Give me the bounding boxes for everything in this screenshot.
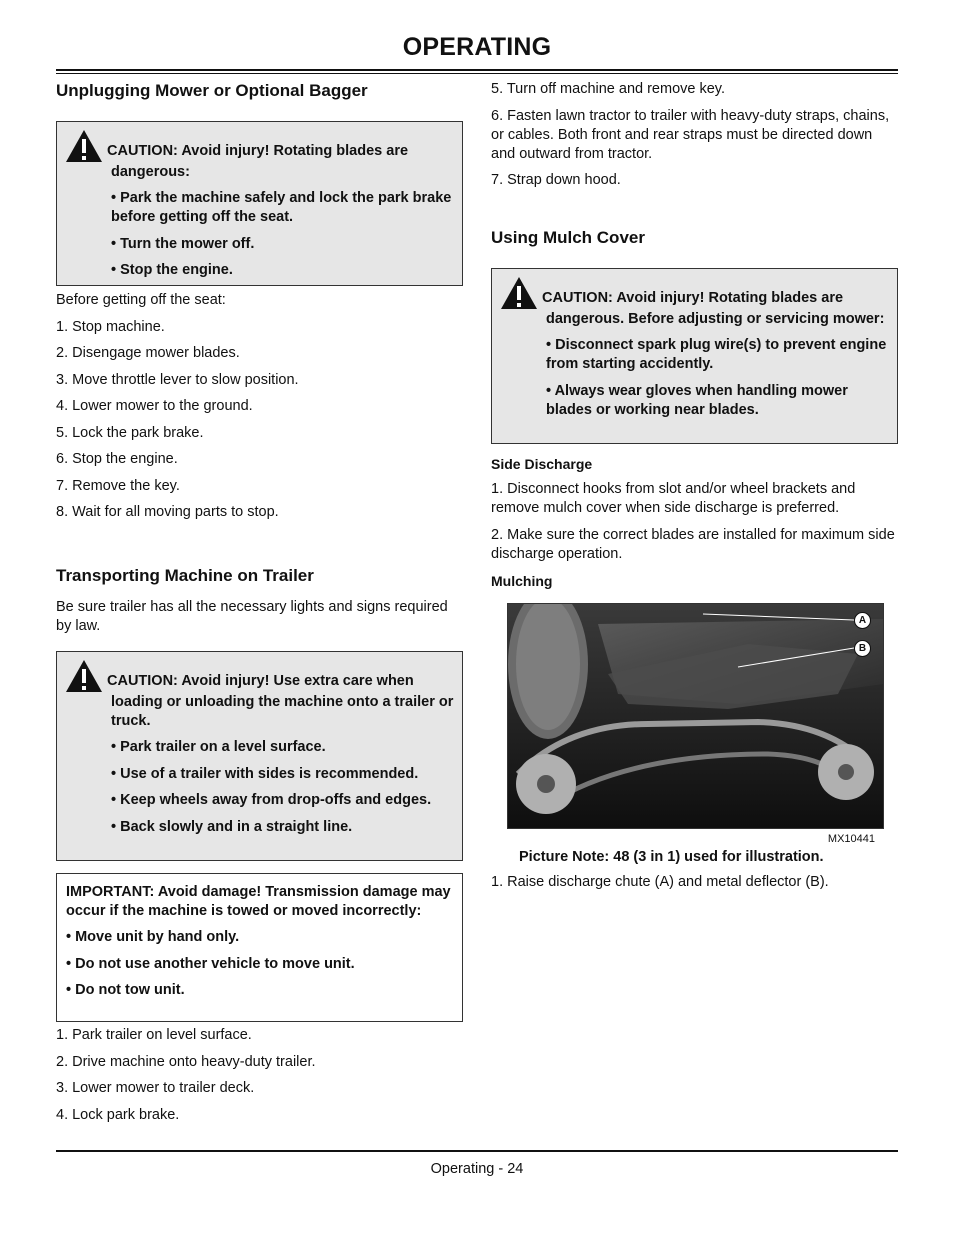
list-item: 8. Wait for all moving parts to stop. <box>56 504 279 520</box>
caution-text-line1: CAUTION: Avoid injury! Rotating blades are <box>542 290 844 306</box>
list-item: 4. Lower mower to the ground. <box>56 398 253 414</box>
subheading-side-discharge: Side Discharge <box>491 456 593 472</box>
warning-triangle-icon <box>500 276 538 310</box>
section-heading-transporting: Transporting Machine on Trailer <box>56 566 314 585</box>
list-item: • Do not use another vehicle to move unit. <box>66 955 355 972</box>
caution-bullets <box>500 336 889 420</box>
important-bullets <box>66 928 454 1000</box>
important-box <box>56 873 463 1022</box>
header-rule-thin <box>56 73 898 74</box>
list-item: 1. Park trailer on level surface. <box>56 1027 252 1043</box>
caution-bullets <box>65 189 454 280</box>
list-item: 2. Disengage mower blades. <box>56 345 240 361</box>
warning-triangle-icon <box>65 659 103 693</box>
callout-a: A <box>854 612 871 629</box>
list-item: 7. Remove the key. <box>56 477 180 494</box>
caution-box-transporting <box>56 651 463 861</box>
list-item: • Back slowly and in a straight line. <box>111 818 353 835</box>
list-item: 6. Fasten lawn tractor to trailer with heavy-duty straps, chains, or cables. Both front and rear straps must be directed down and outward from tractor. <box>491 107 890 162</box>
steps-list-mulching <box>491 873 898 892</box>
steps-list-unplugging <box>56 318 463 523</box>
list-item: • Disconnect spark plug wire(s) to prevent engine from starting accidently. <box>546 337 887 372</box>
caution-box-mulch <box>491 268 898 444</box>
callout-b: B <box>854 640 871 657</box>
list-item: 5. Lock the park brake. <box>56 424 204 441</box>
list-item: • Do not tow unit. <box>66 982 185 998</box>
steps-list-transporting-cont <box>491 80 898 190</box>
right-column <box>491 80 898 899</box>
list-item: • Use of a trailer with sides is recommended. <box>111 765 419 782</box>
list-item: • Move unit by hand only. <box>66 929 240 945</box>
list-item: 1. Disconnect hooks from slot and/or wheel brackets and remove mulch cover when side discharge is preferred. <box>491 481 856 516</box>
list-item: • Keep wheels away from drop-offs and edges. <box>111 792 432 808</box>
subheading-mulching: Mulching <box>491 572 553 589</box>
mulch-cover-photo <box>507 603 884 829</box>
picture-note: Picture Note: 48 (3 in 1) used for illustration. <box>519 848 824 865</box>
paragraph: Before getting off the seat: <box>56 292 226 308</box>
caution-text-line1: CAUTION: Avoid injury! Rotating blades are <box>107 143 409 159</box>
page-footer: Operating - 24 <box>430 1161 524 1177</box>
caution-bullets <box>65 738 454 837</box>
footer-rule <box>56 1150 898 1152</box>
caution-text-line2: dangerous: <box>111 164 190 180</box>
list-item: • Stop the engine. <box>111 262 233 278</box>
left-column <box>56 80 463 1132</box>
header-rule <box>56 69 898 71</box>
caution-box-unplugging <box>56 121 463 286</box>
list-item: 6. Stop the engine. <box>56 451 178 467</box>
list-item: • Turn the mower off. <box>111 235 255 252</box>
caution-text-line2: loading or unloading the machine onto a trailer or truck. <box>111 694 454 729</box>
paragraph: Be sure trailer has all the necessary lights and signs required by law. <box>56 599 448 634</box>
section-heading-unplugging: Unplugging Mower or Optional Bagger <box>56 81 368 100</box>
list-item: • Park the machine safely and lock the park brake before getting off the seat. <box>111 190 452 225</box>
mower-deck-illustration <box>508 604 883 828</box>
caution-text-line1: CAUTION: Avoid injury! Use extra care when <box>107 673 414 689</box>
warning-triangle-icon <box>65 129 103 163</box>
list-item: • Park trailer on a level surface. <box>111 739 326 755</box>
list-item: • Always wear gloves when handling mower blades or working near blades. <box>546 382 848 418</box>
list-item: 3. Lower mower to trailer deck. <box>56 1080 255 1096</box>
list-item: 3. Move throttle lever to slow position. <box>56 371 299 388</box>
list-item: 2. Make sure the correct blades are installed for maximum side discharge operation. <box>491 526 895 562</box>
page-title: OPERATING <box>402 33 552 61</box>
list-item: 1. Stop machine. <box>56 318 165 335</box>
caution-text-line2: dangerous. Before adjusting or servicing mower: <box>546 311 885 327</box>
list-item: 1. Raise discharge chute (A) and metal deflector (B). <box>491 873 829 890</box>
list-item: 5. Turn off machine and remove key. <box>491 81 726 97</box>
important-text: IMPORTANT: Avoid damage! Transmission damage may occur if the machine is towed or moved incorrectly: <box>66 884 451 919</box>
list-item: 7. Strap down hood. <box>491 172 621 188</box>
section-heading-mulch-cover: Using Mulch Cover <box>491 228 645 247</box>
list-item: 2. Drive machine onto heavy-duty trailer. <box>56 1053 316 1070</box>
steps-list-side-discharge <box>491 480 898 564</box>
list-item: 4. Lock park brake. <box>56 1106 180 1123</box>
steps-list-transporting <box>56 1026 463 1125</box>
figure-id: MX10441 <box>827 832 875 845</box>
